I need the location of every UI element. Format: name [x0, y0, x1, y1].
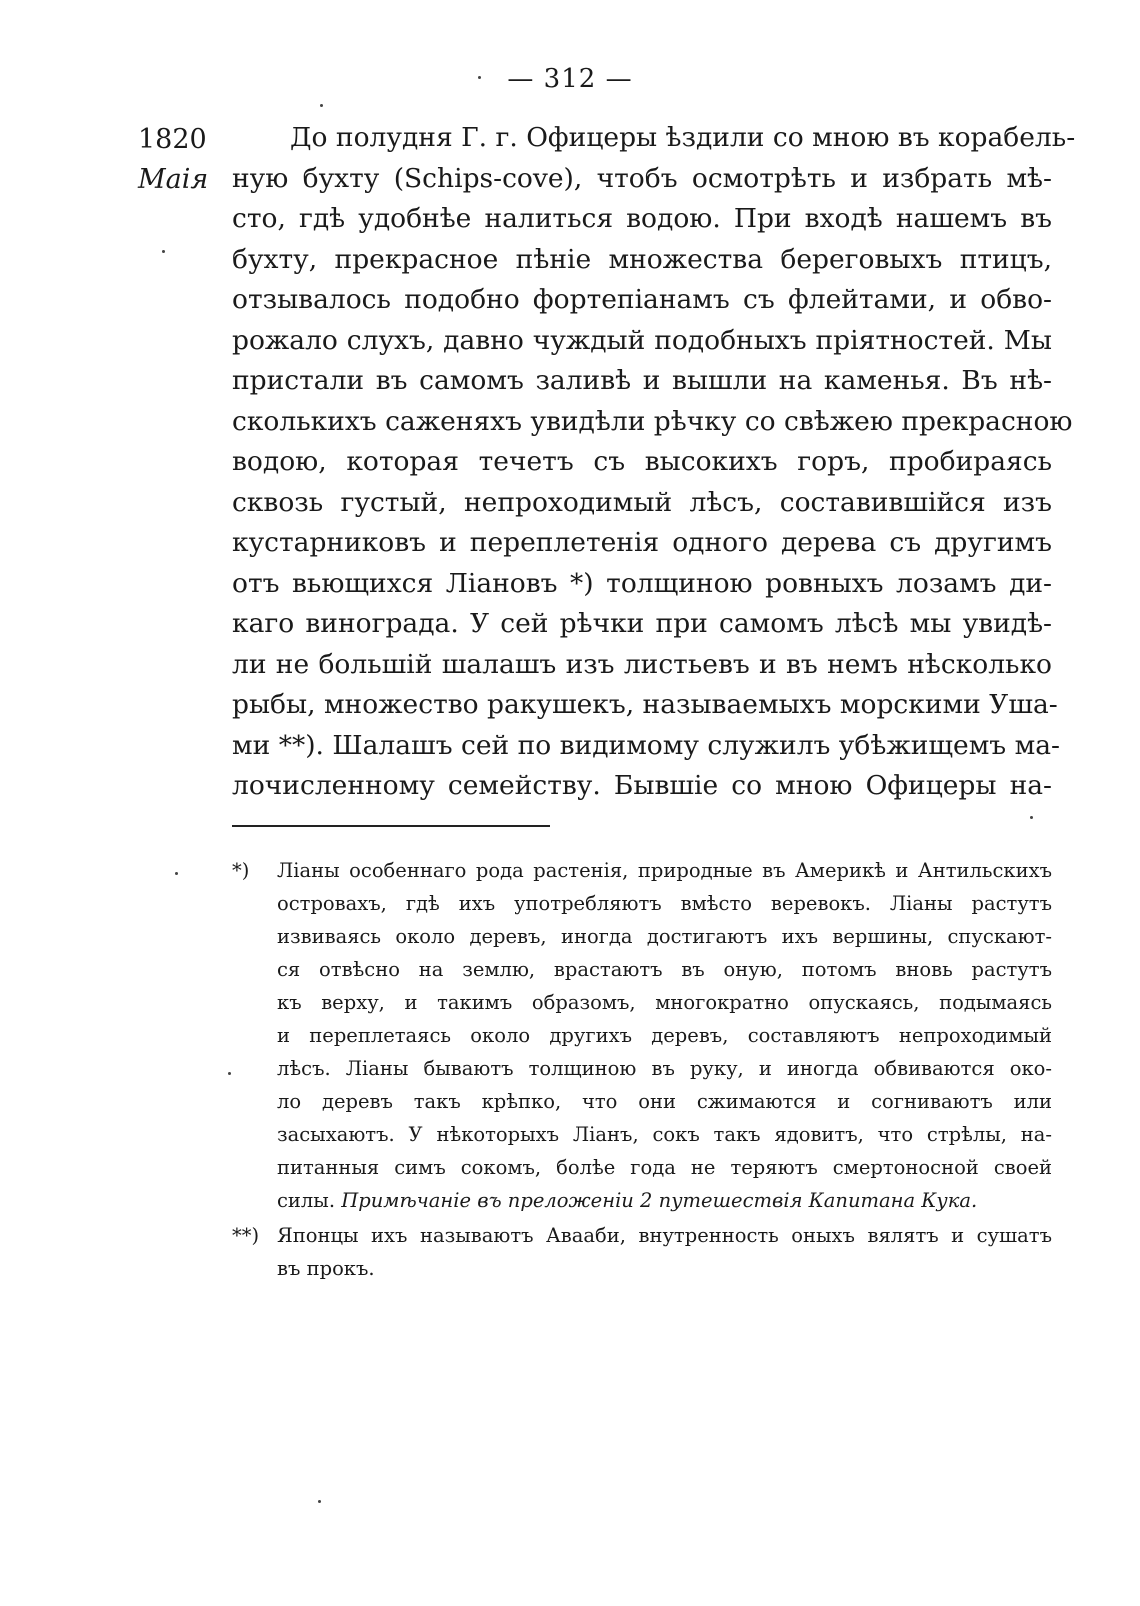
main-text [232, 118, 1076, 807]
footnote-line: ся отвѣсно на землю, врастаютъ въ оную, потомъ вновь растутъ [277, 958, 1052, 981]
text-line: сто, гдѣ удобнѣе налиться водою. При входѣ нашемъ въ [232, 203, 1052, 234]
footnote-line: засыхаютъ. У нѣкоторыхъ Ліанъ, сокъ такъ ядовитъ, что стрѣлы, на- [277, 1123, 1052, 1146]
text-line: ли не большій шалашъ изъ листьевъ и въ немъ нѣсколько [232, 648, 1052, 680]
footnotes [232, 854, 1052, 1285]
footnote-line: ло деревъ такъ крѣпко, что они сжимаются и согниваютъ или [277, 1090, 1052, 1113]
footnote-source-note: Примѣчаніе въ преложеніи 2 путешествія Капитана Кука. [341, 1189, 978, 1212]
footnote-line [232, 1219, 1052, 1252]
text-line: ми **). Шалашъ сей по видимому служилъ убѣжищемъ ма- [232, 729, 1060, 761]
scan-speck [175, 872, 178, 875]
footnote-mark: *) [232, 859, 250, 882]
text-line: пристали въ самомъ заливѣ и вышли на каменья. Въ нѣ- [232, 365, 1052, 396]
text-line: водою, которая течетъ съ высокихъ горъ, пробираясь [232, 446, 1052, 477]
text-line: каго винограда. У сей рѣчки при самомъ лѣсѣ мы увидѣ- [232, 608, 1052, 639]
footnote-line [232, 854, 1052, 887]
footnote-line: въ прокъ. [277, 1257, 375, 1280]
footnote-line [232, 1184, 1052, 1217]
margin-month: Маія [138, 164, 209, 195]
text-line: отзывалось подобно фортепіанамъ съ флейтами, и обво- [232, 284, 1052, 315]
footnote-divider [232, 825, 550, 827]
footnote-text: силы. [277, 1189, 336, 1212]
scan-speck [320, 104, 323, 107]
footnote-text: Японцы ихъ называютъ Авааби, внутренность оныхъ вялятъ и сушатъ [277, 1224, 1052, 1247]
margin-year: 1820 [138, 124, 207, 155]
footnote-text: Ліаны особеннаго рода растенія, природные въ Америкѣ и Антильскихъ [277, 859, 1052, 882]
scan-speck [162, 250, 165, 253]
text-line: кустарниковъ и переплетенія одного дерева съ другимъ [232, 527, 1052, 558]
text-line: сколькихъ саженяхъ увидѣли рѣчку со свѣжею прекрасною [232, 405, 1073, 437]
page-number: — 312 — [507, 64, 633, 94]
footnote-line: извиваясь около деревъ, иногда достигаютъ ихъ вершины, спускают- [277, 925, 1052, 948]
scan-speck [228, 1072, 231, 1075]
text-line: отъ вьющихся Ліановъ *) толщиною ровныхъ лозамъ ди- [232, 567, 1052, 599]
footnote-line: питанныя симъ сокомъ, болѣе года не теряютъ смертоносной своей [277, 1156, 1052, 1179]
text-line: сквозь густый, непроходимый лѣсъ, составившійся изъ [232, 486, 1052, 518]
scan-speck [318, 1500, 321, 1503]
footnote-line: къ верху, и такимъ образомъ, многократно опускаясь, подымаясь [277, 991, 1052, 1014]
footnote-mark: **) [232, 1224, 260, 1247]
text-line: До полудня Г. г. Офицеры ѣздили со мною въ корабель- [290, 122, 1076, 153]
scan-speck [1030, 816, 1033, 819]
footnote-line: островахъ, гдѣ ихъ употребляютъ вмѣсто веревокъ. Ліаны растутъ [277, 892, 1052, 915]
footnote-line: лѣсъ. Ліаны бываютъ толщиною въ руку, и иногда обвиваются око- [277, 1057, 1052, 1080]
scan-speck [478, 76, 481, 79]
footnote-line: и переплетаясь около другихъ деревъ, составляютъ непроходимый [277, 1024, 1052, 1047]
text-line: рыбы, множество ракушекъ, называемыхъ морскими Уша- [232, 689, 1058, 720]
text-line: бухту, прекрасное пѣніе множества береговыхъ птицъ, [232, 243, 1052, 275]
text-line: лочисленному семейству. Бывшіе со мною Офицеры на- [232, 770, 1052, 801]
text-line: рожало слухъ, давно чуждый подобныхъ пріятностей. Мы [232, 324, 1052, 356]
text-line: ную бухту (Schips-cove), чтобъ осмотрѣть и избрать мѣ- [232, 162, 1052, 194]
